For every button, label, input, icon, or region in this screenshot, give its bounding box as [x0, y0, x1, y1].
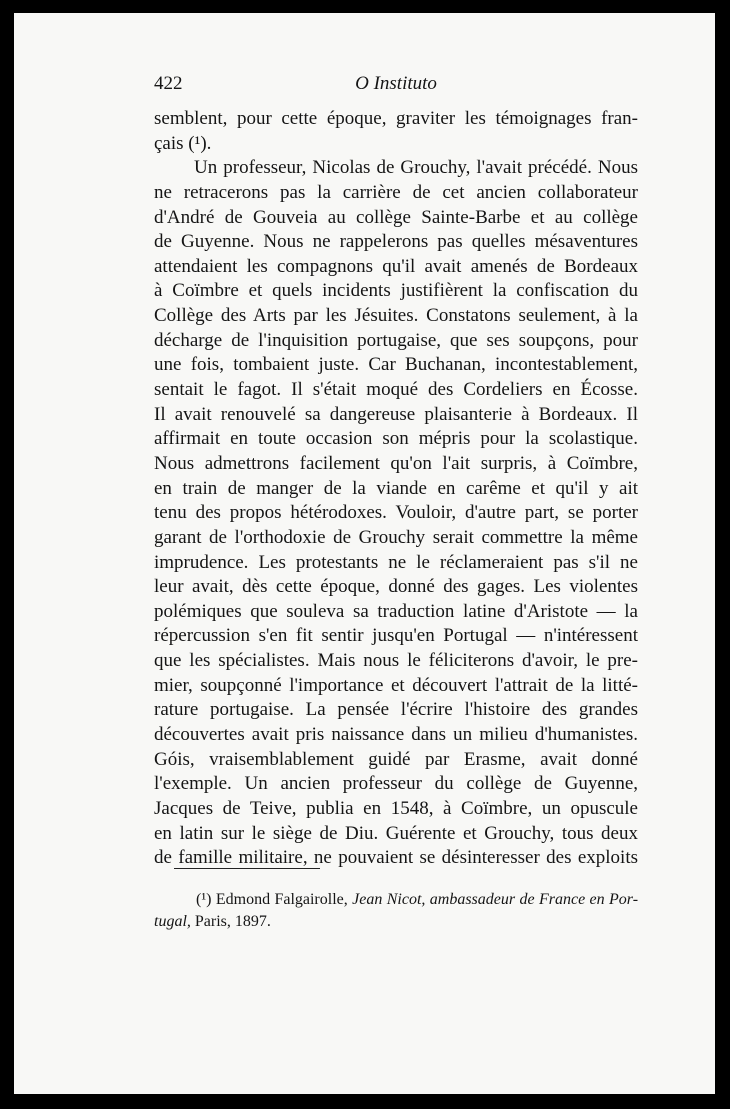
text-line: décharge de l'inquisition portugaise, que ses soupçons, pour	[154, 329, 638, 351]
text-line: Il avait renouvelé sa dangereuse plaisanterie à Bordeaux. Il	[154, 403, 638, 425]
text-line: affirmait en toute occasion son mépris pour la scolastique.	[154, 428, 638, 450]
footnote-marker: (¹)	[196, 891, 212, 908]
text-line: garant de l'orthodoxie de Grouchy serait commettre la même	[154, 526, 638, 548]
text-line: que les spécialistes. Mais nous le féliciterons d'avoir, le pre-	[154, 650, 638, 672]
text-line: sentait le fagot. Il s'était moqué des Cordeliers en Écosse.	[154, 379, 638, 401]
running-title: O Instituto	[355, 73, 437, 94]
text-line: de Guyenne. Nous ne rappelerons pas quelles mésaventures	[154, 231, 638, 253]
text-line: leur avait, dès cette époque, donné des gages. Les violentes	[154, 576, 638, 598]
text-line: découvertes avait pris naissance dans un milieu d'humanistes.	[154, 724, 638, 746]
text-line: l'exemple. Un ancien professeur du collège de Guyenne,	[154, 773, 638, 795]
text-line: ne retracerons pas la carrière de cet ancien collaborateur	[154, 181, 638, 203]
text-line: à Coïmbre et quels incidents justifièrent la confiscation du	[154, 280, 638, 302]
footnote-divider	[174, 868, 320, 869]
footnote-author: Edmond Falgairolle,	[215, 891, 348, 908]
text-line: une fois, tombaient juste. Car Buchanan, incontestablement,	[154, 354, 638, 376]
text-line: mier, soupçonné l'importance et découvert l'attrait de la litté-	[154, 674, 638, 696]
footnote-line-2	[154, 911, 638, 933]
text-line: Nous admettrons facilement qu'on l'ait surpris, à Coïmbre,	[154, 452, 638, 474]
text-line: Góis, vraisemblablement guidé par Erasme, avait donné	[154, 748, 638, 770]
text-line: en train de manger de la viande en carême et qu'il y ait	[154, 477, 638, 499]
text-line: çais (¹).	[154, 132, 212, 154]
paragraph-start-line: Un professeur, Nicolas de Grouchy, l'avait précédé. Nous	[194, 157, 638, 179]
text-line: Jacques de Teive, publia en 1548, à Coïmbre, un opuscule	[154, 797, 638, 819]
footnote-title: Jean Nicot, ambassadeur de France en Por-	[352, 891, 639, 908]
text-line: rature portugaise. La pensée l'écrire l'histoire des grandes	[154, 699, 638, 721]
footnote	[154, 889, 638, 933]
footnote-line-1	[154, 889, 638, 911]
page-header	[154, 73, 638, 103]
text-line: Collège des Arts par les Jésuites. Constatons seulement, à la	[154, 305, 638, 327]
text-line: semblent, pour cette époque, graviter les témoignages fran-	[154, 108, 638, 129]
text-line: d'André de Gouveia au collège Sainte-Barbe et au collège	[154, 206, 638, 228]
text-line: attendaient les compagnons qu'il avait amenés de Bordeaux	[154, 255, 638, 277]
page-number: 422	[154, 73, 183, 94]
body-text	[154, 107, 638, 871]
document-page	[14, 13, 715, 1094]
text-line: tenu des propos hétérodoxes. Vouloir, d'autre part, se porter	[154, 502, 638, 524]
text-line: en latin sur le siège de Diu. Guérente et Grouchy, tous deux	[154, 822, 638, 844]
footnote-title-cont: tugal,	[154, 913, 191, 930]
text-line: de famille militaire, ne pouvaient se désinteresser des exploits	[154, 847, 638, 869]
footnote-publication: Paris, 1897.	[194, 913, 271, 930]
text-line: répercussion s'en fit sentir jusqu'en Portugal — n'intéressent	[154, 625, 638, 647]
text-line: polémiques que souleva sa traduction latine d'Aristote — la	[154, 600, 638, 622]
text-line: imprudence. Les protestants ne le réclameraient pas s'il ne	[154, 551, 638, 573]
